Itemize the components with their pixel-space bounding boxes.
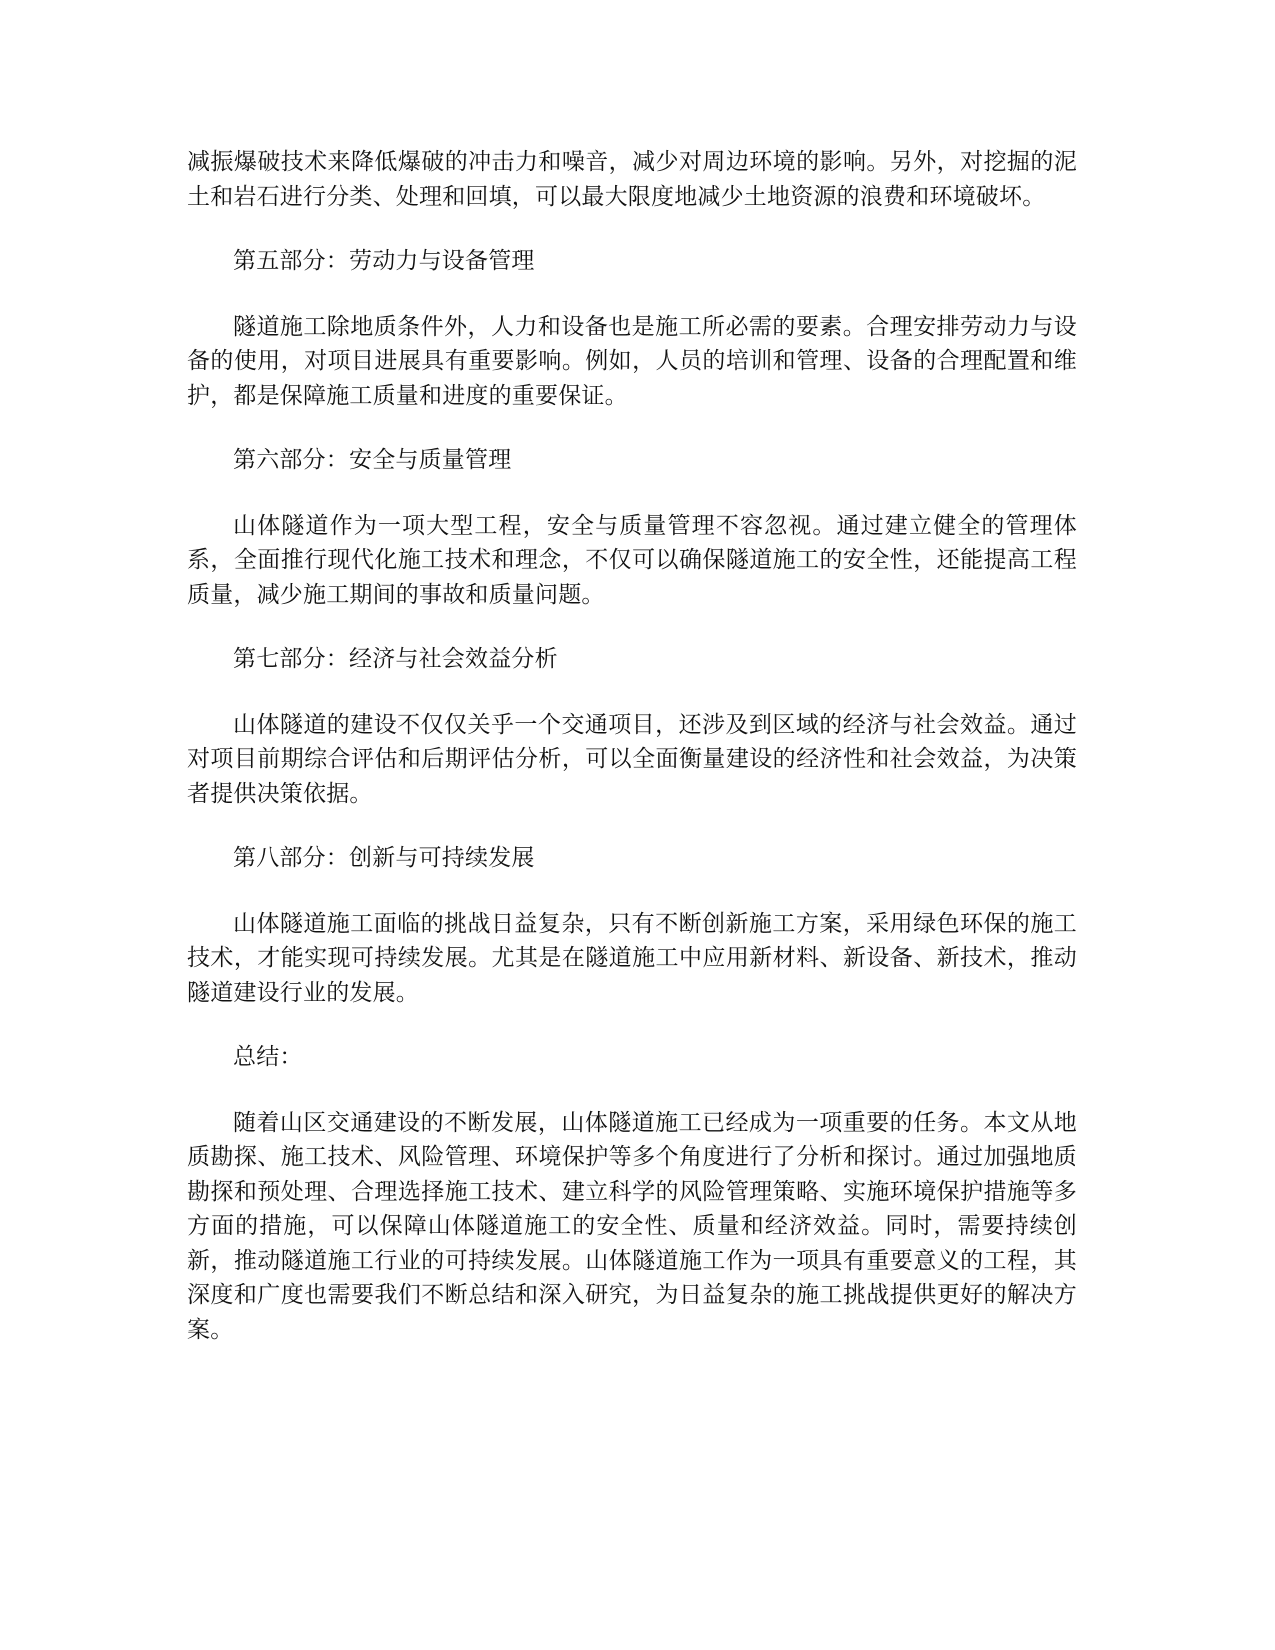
section-heading-6: 第六部分：安全与质量管理 — [233, 447, 512, 473]
paragraph-section-5: 隧道施工除地质条件外，人力和设备也是施工所必需的要素。合理安排劳动力与设备的使用，对项目进展具有重要影响。例如，人员的培训和管理、设备的合理配置和维护，都是保障施工质量和进度的重要保证。 — [187, 313, 1077, 409]
summary-paragraph: 随着山区交通建设的不断发展，山体隧道施工已经成为一项重要的任务。本文从地质勘探、施工技术、风险管理、环境保护等多个角度进行了分析和探讨。通过加强地质勘探和预处理、合理选择施工技术、建立科学的风险管理策略、实施环境保护措施等多方面的措施，可以保障山体隧道施工的安全性、质量和经济效益。同时，需要持续创新，推动隧道施工行业的可持续发展。山体隧道施工作为一项具有重要意义的工程，其深度和广度也需要我们不断总结和深入研究，为日益复杂的施工挑战提供更好的解决方案。 — [187, 1109, 1077, 1343]
paragraph-section-7: 山体隧道的建设不仅仅关乎一个交通项目，还涉及到区域的经济与社会效益。通过对项目前期综合评估和后期评估分析，可以全面衡量建设的经济性和社会效益，为决策者提供决策依据。 — [187, 711, 1077, 807]
paragraph-continued: 减振爆破技术来降低爆破的冲击力和噪音，减少对周边环境的影响。另外，对挖掘的泥土和岩石进行分类、处理和回填，可以最大限度地减少土地资源的浪费和环境破坏。 — [187, 149, 1077, 210]
paragraph-section-8: 山体隧道施工面临的挑战日益复杂，只有不断创新施工方案，采用绿色环保的施工技术，才能实现可持续发展。尤其是在隧道施工中应用新材料、新设备、新技术，推动隧道建设行业的发展。 — [187, 910, 1077, 1006]
summary-heading: 总结： — [233, 1044, 303, 1070]
section-heading-5: 第五部分：劳动力与设备管理 — [233, 248, 535, 274]
paragraph-section-6: 山体隧道作为一项大型工程，安全与质量管理不容忽视。通过建立健全的管理体系，全面推行现代化施工技术和理念，不仅可以确保隧道施工的安全性，还能提高工程质量，减少施工期间的事故和质量问题。 — [187, 512, 1077, 608]
section-heading-8: 第八部分：创新与可持续发展 — [233, 845, 535, 871]
section-heading-7: 第七部分：经济与社会效益分析 — [233, 646, 558, 672]
document-body — [187, 145, 1077, 1377]
